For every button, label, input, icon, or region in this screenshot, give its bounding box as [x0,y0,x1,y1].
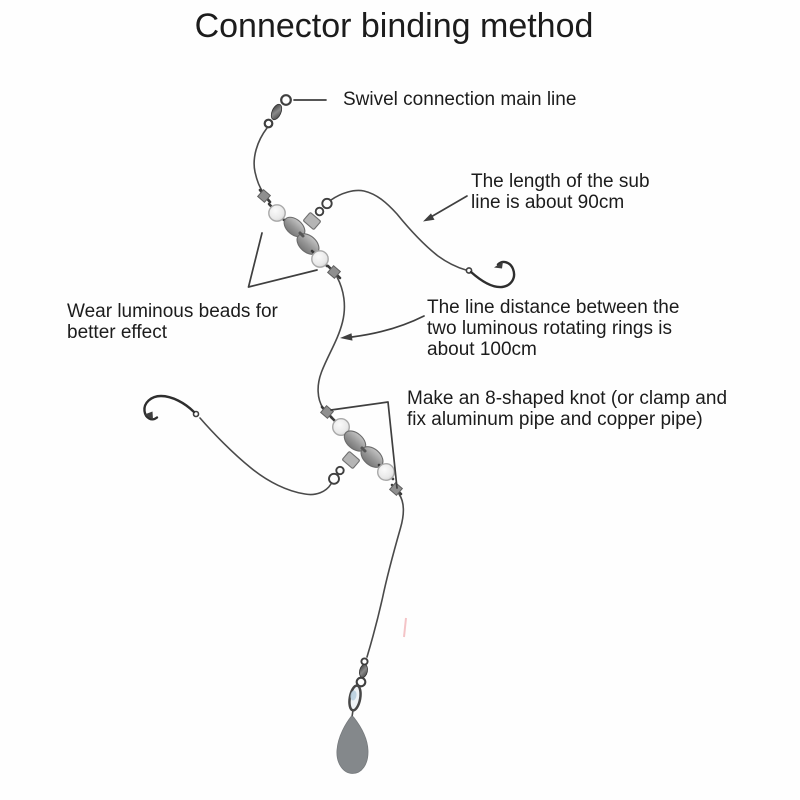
branch-ring-icon [316,199,332,216]
upper-connector-assembly [258,190,341,279]
label-line: two luminous rotating rings is [427,318,672,339]
label-line: better effect [67,322,167,343]
fish-hook-icon [144,396,198,420]
pointer-arrow-90cm [423,196,467,222]
branch-ring-icon [329,467,344,484]
luminous-bead-icon [378,464,395,481]
label-line: Swivel connection main line [343,89,577,110]
main-line-lower [367,494,403,657]
label-line: about 100cm [427,339,537,360]
sub-line-2 [200,418,331,495]
pointer-arrow-100cm [340,316,424,341]
luminous-bead-icon [269,205,285,221]
label-line: The length of the sub [471,171,650,192]
label-line: line is about 90cm [471,192,625,213]
label-8-shaped-knot [407,388,727,430]
label-line: Make an 8-shaped knot (or clamp and [407,388,728,409]
pink-artifact [404,618,406,637]
label-sub-line-length [471,171,650,213]
label-swivel-connection [343,89,576,110]
luminous-bead-icon [312,251,328,267]
label-line: Wear luminous beads for [67,301,278,322]
bottom-snap-swivel-icon [348,658,369,717]
main-line-upper [254,128,267,192]
sub-line-1 [331,190,466,270]
fish-hook-icon [466,262,514,288]
label-line: fix aluminum pipe and copper pipe) [407,409,703,430]
main-line-middle [318,277,344,408]
main-swivel-icon [265,95,291,127]
label-ring-distance [427,297,679,360]
label-luminous-beads [67,301,278,343]
teardrop-sinker-icon [337,716,368,774]
page-title: Connector binding method [194,7,594,45]
label-line: The line distance between the [427,297,680,318]
